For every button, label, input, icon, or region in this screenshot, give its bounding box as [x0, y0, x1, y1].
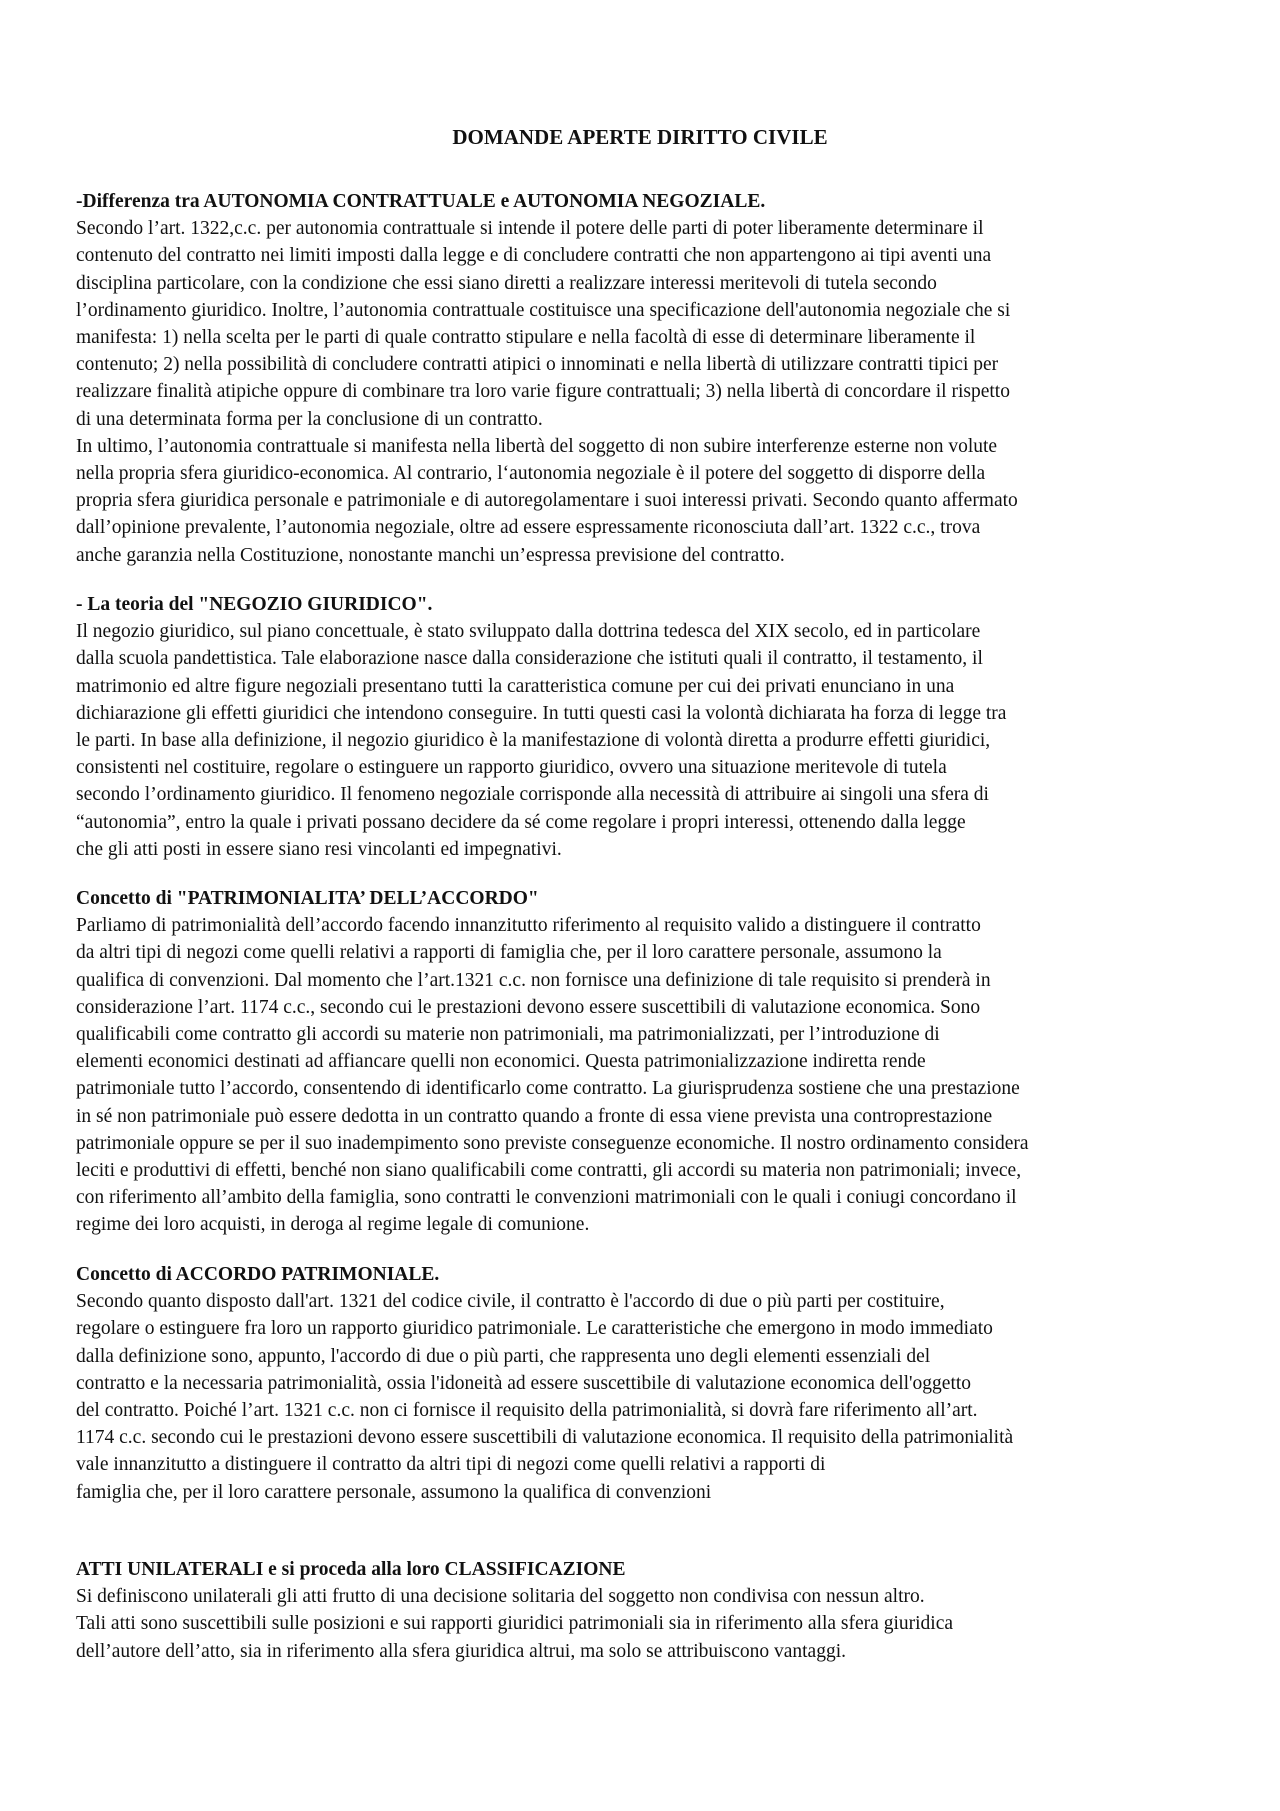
document-title: DOMANDE APERTE DIRITTO CIVILE: [452, 125, 828, 149]
section-atti-unilaterali: [76, 1556, 1236, 1665]
paragraph-line: elementi economici destinati ad affiancare quelli non economici. Questa patrimonializzazione indiretta rende: [76, 1051, 926, 1073]
paragraph-line: Parliamo di patrimonialità dell’accordo facendo innanzitutto riferimento al requisito valido a distinguere il contratto: [76, 915, 981, 937]
paragraph-line: nella propria sfera giuridico-economica. Al contrario, l‘autonomia negoziale è il potere del soggetto di disporre della: [76, 463, 986, 485]
paragraph-line: Si definiscono unilaterali gli atti frutto di una decisione solitaria del soggetto non condivisa con nessun altro.: [76, 1586, 925, 1608]
paragraph-line: le parti. In base alla definizione, il negozio giuridico è la manifestazione di volontà diretta a produrre effetti giuridici,: [76, 730, 991, 752]
paragraph-line: Secondo l’art. 1322,c.c. per autonomia contrattuale si intende il potere delle parti di poter liberamente determinare il: [76, 218, 984, 240]
paragraph-line: patrimoniale tutto l’accordo, consentendo di identificarlo come contratto. La giurisprudenza sostiene che una prestazione: [76, 1078, 1020, 1100]
paragraph-line: in sé non patrimoniale può essere dedotta in un contratto quando a fronte di essa viene prevista una controprestazione: [76, 1105, 993, 1127]
paragraph-line: qualificabili come contratto gli accordi su materie non patrimoniali, ma patrimonializzati, per l’introduzione di: [76, 1024, 940, 1046]
paragraph-line: famiglia che, per il loro carattere personale, assumono la qualifica di convenzioni: [76, 1481, 712, 1503]
paragraph-line: Secondo quanto disposto dall'art. 1321 del codice civile, il contratto è l'accordo di due o più parti per costituire,: [76, 1291, 945, 1313]
paragraph-line: l’ordinamento giuridico. Inoltre, l’autonomia contrattuale costituisce una specificazione dell'autonomia negoziale che si: [76, 299, 1011, 321]
paragraph-line: propria sfera giuridica personale e patrimoniale e di autoregolamentare i suoi interessi privati. Secondo quanto affermato: [76, 490, 1018, 512]
paragraph-line: del contratto. Poiché l’art. 1321 c.c. non ci fornisce il requisito della patrimonialità, si dovrà fare riferimento all’art.: [76, 1400, 978, 1422]
paragraph-line: manifesta: 1) nella scelta per le parti di quale contratto stipulare e nella facoltà di esse di determinare liberamente il: [76, 327, 976, 349]
paragraph-line: Tali atti sono suscettibili sulle posizioni e sui rapporti giuridici patrimoniali sia in riferimento alla sfera giuridica: [76, 1613, 954, 1635]
paragraph-line: dalla definizione sono, appunto, l'accordo di due o più parti, che rappresenta uno degli elementi essenziali del: [76, 1345, 931, 1367]
paragraph-line: contratto e la necessaria patrimonialità, ossia l'idoneità ad essere suscettibile di valutazione economica dell'oggetto: [76, 1372, 972, 1394]
paragraph-line: Il negozio giuridico, sul piano concettuale, è stato sviluppato dalla dottrina tedesca del XIX secolo, ed in particolare: [76, 621, 981, 643]
section-patrimonialita-accordo: [76, 885, 1236, 1239]
paragraph-line: matrimonio ed altre figure negoziali presentano tutti la caratteristica comune per cui dei privati enunciano in una: [76, 675, 955, 697]
section-heading: ATTI UNILATERALI e si proceda alla loro CLASSIFICAZIONE: [76, 1559, 626, 1580]
paragraph-line: considerazione l’art. 1174 c.c., secondo cui le prestazioni devono essere suscettibili di valutazione economica. Sono: [76, 996, 981, 1018]
section-autonomia: [76, 188, 1236, 569]
paragraph-line: che gli atti posti in essere siano resi vincolanti ed impegnativi.: [76, 838, 562, 860]
paragraph-line: disciplina particolare, con la condizione che essi siano diretti a realizzare interessi meritevoli di tutela secondo: [76, 272, 937, 294]
section-heading: -Differenza tra AUTONOMIA CONTRATTUALE e AUTONOMIA NEGOZIALE.: [76, 191, 766, 212]
paragraph-line: dall’opinione prevalente, l’autonomia negoziale, oltre ad essere espressamente riconosciuta dall’art. 1322 c.c., trova: [76, 517, 981, 539]
paragraph-line: dalla scuola pandettistica. Tale elaborazione nasce dalla considerazione che istituti quali il contratto, il testamento, il: [76, 648, 983, 670]
paragraph-line: di una determinata forma per la conclusione di un contratto.: [76, 408, 543, 430]
paragraph-line: regime dei loro acquisti, in deroga al regime legale di comunione.: [76, 1214, 590, 1236]
paragraph-line: realizzare finalità atipiche oppure di combinare tra loro varie figure contrattuali; 3) nella libertà di concordare il rispetto: [76, 381, 1010, 403]
paragraph-line: con riferimento all’ambito della famiglia, sono contratti le convenzioni matrimoniali con le quali i coniugi concordano il: [76, 1187, 1017, 1209]
section-heading: - La teoria del "NEGOZIO GIURIDICO".: [76, 594, 433, 615]
section-negozio-giuridico: [76, 591, 1236, 863]
paragraph-line: anche garanzia nella Costituzione, nonostante manchi un’espressa previsione del contratto.: [76, 544, 785, 566]
paragraph-line: “autonomia”, entro la quale i privati possano decidere da sé come regolare i propri interessi, ottenendo dalla legge: [76, 811, 966, 833]
section-heading: Concetto di ACCORDO PATRIMONIALE.: [76, 1264, 440, 1285]
paragraph-line: 1174 c.c. secondo cui le prestazioni devono essere suscettibili di valutazione economica. Il requisito della patrimonialità: [76, 1427, 1014, 1449]
paragraph-line: leciti e produttivi di effetti, benché non siano qualificabili come contratti, gli accordi su materia non patrimoniali; invece,: [76, 1160, 1022, 1182]
paragraph-line: consistenti nel costituire, regolare o estinguere un rapporto giuridico, ovvero una situazione meritevole di tutela: [76, 757, 947, 779]
paragraph-line: vale innanzitutto a distinguere il contratto da altri tipi di negozi come quelli relativi a rapporti di: [76, 1454, 826, 1476]
paragraph-line: In ultimo, l’autonomia contrattuale si manifesta nella libertà del soggetto di non subire interferenze esterne non volute: [76, 435, 998, 457]
paragraph-line: contenuto del contratto nei limiti imposti dalla legge e di concludere contratti che non appartengono ai tipi aventi una: [76, 245, 992, 267]
paragraph-line: regolare o estinguere fra loro un rapporto giuridico patrimoniale. Le caratteristiche che emergono in modo immediato: [76, 1318, 993, 1340]
section-accordo-patrimoniale: [76, 1261, 1236, 1506]
paragraph-line: dichiarazione gli effetti giuridici che intendono conseguire. In tutti questi casi la volontà dichiarata ha forza di legge tra: [76, 702, 1007, 724]
paragraph-line: contenuto; 2) nella possibilità di concludere contratti atipici o innominati e nella libertà di utilizzare contratti tipici per: [76, 354, 999, 376]
paragraph-line: secondo l’ordinamento giuridico. Il fenomeno negoziale corrisponde alla necessità di attribuire ai singoli una sfera di: [76, 784, 989, 806]
paragraph-line: qualifica di convenzioni. Dal momento che l’art.1321 c.c. non fornisce una definizione di tale requisito si prenderà in: [76, 969, 991, 991]
section-heading: Concetto di "PATRIMONIALITA’ DELL’ACCORDO": [76, 888, 539, 909]
paragraph-line: da altri tipi di negozi come quelli relativi a rapporti di famiglia che, per il loro carattere personale, assumono la: [76, 942, 942, 964]
paragraph-line: dell’autore dell’atto, sia in riferimento alla sfera giuridica altrui, ma solo se attribuiscono vantaggi.: [76, 1640, 846, 1662]
paragraph-line: patrimoniale oppure se per il suo inadempimento sono previste conseguenze economiche. Il nostro ordinamento considera: [76, 1132, 1029, 1154]
